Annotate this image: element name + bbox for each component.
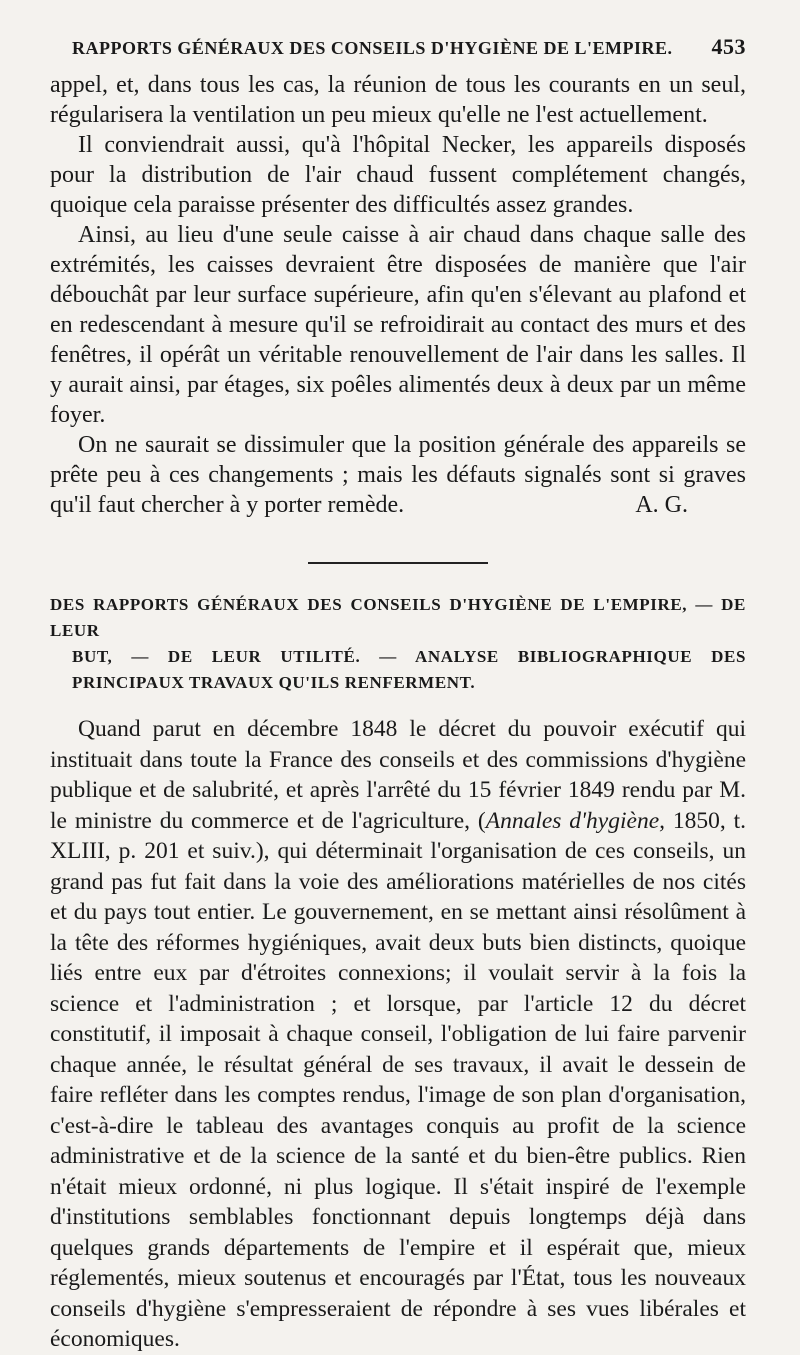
paragraph-text: Quand parut en décembre 1848 le décret du pouvoir exécutif qui instituait dans toute la France des conseils et des commissions d'hygiène publique et de salubrité, et après l'arrêté du 15 février 1849 rendu par M. le ministre du commerce et de l'agriculture, ( — [50, 716, 746, 834]
journal-title: Annales d'hygiène, — [485, 807, 666, 834]
running-head — [72, 34, 746, 60]
signature: A. G. — [635, 492, 688, 518]
top-section — [50, 70, 746, 520]
paragraph: appel, et, dans tous les cas, la réunion de tous les courants en un seul, régularisera la ventilation un peu mieux qu'elle ne l'est actuellement. — [50, 72, 746, 128]
main-body — [50, 714, 746, 1355]
section-heading — [50, 592, 746, 696]
running-head-title: RAPPORTS GÉNÉRAUX DES CONSEILS D'HYGIÈNE DE L'EMPIRE. — [72, 38, 673, 58]
section-heading-line2: BUT, — DE LEUR UTILITÉ. — ANALYSE BIBLIOGRAPHIQUE DES PRINCIPAUX TRAVAUX QU'ILS RENFERMENT. — [72, 647, 746, 692]
paragraph: Il conviendrait aussi, qu'à l'hôpital Necker, les appareils disposés pour la distribution de l'air chaud fussent complétement changés, quoique cela paraisse présenter des difficultés assez grandes. — [50, 132, 746, 218]
paragraph: On ne saurait se dissimuler que la position générale des appareils se prête peu à ces changements ; mais les défauts signalés sont si graves qu'il faut chercher à y porter remède. — [50, 432, 746, 518]
section-divider — [308, 562, 488, 564]
page-number: 453 — [711, 34, 746, 59]
paragraph: Ainsi, au lieu d'une seule caisse à air chaud dans chaque salle des extrémités, les caisses devraient être disposées de manière que l'air débouchât par leur surface supérieure, afin qu'en s'élevant au plafond et en redescendant à mesure qu'il se refroidirait au contact des murs et des fenêtres, il opérât un véritable renouvellement de l'air dans les salles. Il y aurait ainsi, par étages, six poêles alimentés deux à deux par un même foyer. — [50, 222, 746, 428]
paragraph — [50, 714, 746, 1355]
section-heading-line1: DES RAPPORTS GÉNÉRAUX DES CONSEILS D'HYGIÈNE DE L'EMPIRE, — DE LEUR — [50, 595, 746, 640]
paragraph-text: 1850, t. XLIII, p. 201 et suiv.), qui déterminait l'organisation de ces conseils, un grand pas fut fait dans la voie des améliorations matérielles de nos cités et du pays tout entier. Le gouvernement, en se mettant ainsi résolûment à la tête des réformes hygiéniques, avait deux buts bien distincts, quoique liés entre eux par d'étroites connexions; il voulait servir à la fois la science et l'administration ; et lorsque, par l'article 12 du décret constitutif, il imposait à chaque conseil, l'obligation de lui faire parvenir chaque année, le résultat général de ses travaux, il avait le dessein de faire refléter dans les comptes rendus, l'image de son plan d'organisation, c'est-à-dire le tableau des avantages conquis au profit de la science administrative et de la science de la santé et du bien-être publics. Rien n'était mieux ordonné, ni plus logique. Il s'était inspiré de l'exemple d'institutions semblables fonctionnant depuis longtemps déjà dans quelques grands départements de l'empire et il espérait que, mieux réglementés, mieux soutenus et encouragés par l'État, tous les nouveaux conseils d'hygiène s'empresseraient de répondre à ses vues libérales et économiques. — [50, 807, 747, 1352]
